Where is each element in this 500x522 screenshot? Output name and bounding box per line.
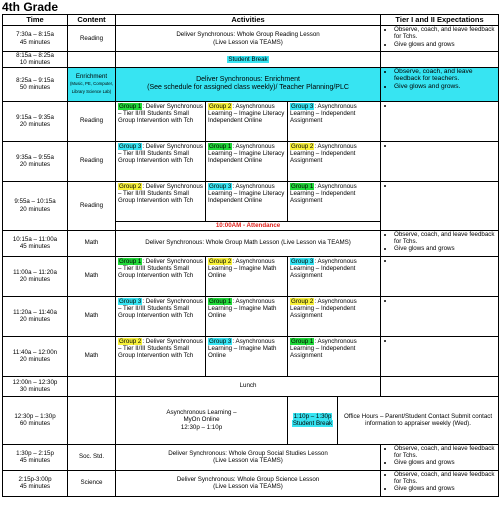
content-cell: Math <box>68 296 116 336</box>
activity-cell: Deliver Synchronous: Whole Group Math Lesson (Live Lesson via TEAMS) <box>116 230 381 256</box>
time-cell: 9:55a – 10:15a 20 minutes <box>3 181 68 230</box>
table-row <box>3 181 499 221</box>
header-activities: Activities <box>116 15 381 26</box>
group-cell: Group 2: Asynchronous Learning – Imagine Math Online <box>206 256 288 296</box>
content-cell: Math <box>68 230 116 256</box>
content-cell <box>68 396 116 444</box>
table-row <box>3 376 499 396</box>
table-row <box>3 230 499 256</box>
header-row <box>3 15 499 26</box>
attendance-note: 10:00AM - Attendance <box>116 221 381 230</box>
content-cell: Math <box>68 256 116 296</box>
group-cell: Group 2: Deliver Synchronous – Tier II/III Students Small Group Intervention with Tch <box>116 181 206 221</box>
time-cell: 10:15a – 11:00a 45 minutes <box>3 230 68 256</box>
content-cell: Reading <box>68 181 116 230</box>
header-expectations: Tier I and II Expectations <box>381 15 499 26</box>
group-cell: Group 1: Deliver Synchronous – Tier II/III Students Small Group Intervention with Tch <box>116 256 206 296</box>
group-cell: Group 1: Asynchronous Learning – Imagine Literacy Independent Online <box>206 141 288 181</box>
async-myon-cell: Asynchronous Learning – MyOn Online 12:30p – 1:10p <box>116 396 288 444</box>
content-cell: Reading <box>68 141 116 181</box>
header-time: Time <box>3 15 68 26</box>
expectations-cell: • Observe, coach, and leave feedback for teachers. • Give glows and grows. <box>381 67 499 101</box>
expectations-cell: • Observe, coach, and leave feedback for Tchs. • Give glows and grows <box>381 470 499 496</box>
page-title: 4th Grade <box>2 0 59 14</box>
group-cell: Group 1: Asynchronous Learning – Independent Assignment <box>288 181 381 221</box>
time-cell: 11:20a – 11:40a 20 minutes <box>3 296 68 336</box>
group-cell: Group 2: Deliver Synchronous – Tier II/III Students Small Group Intervention with Tch <box>116 336 206 376</box>
content-cell <box>68 52 116 68</box>
activity-cell: Deliver Synchronous: Whole Group Science Lesson (Live Lesson via TEAMS) <box>116 470 381 496</box>
group-cell: Group 3: Asynchronous Learning – Imagine Math Online <box>206 336 288 376</box>
activity-cell: Deliver Synchronous: Whole Group Reading Lesson (Live Lesson via TEAMS) <box>116 26 381 52</box>
table-row <box>3 67 499 101</box>
group-cell: Group 3: Asynchronous Learning – Independent Assignment <box>288 256 381 296</box>
expectations-cell <box>381 181 499 230</box>
content-cell: Reading <box>68 26 116 52</box>
table-row <box>3 141 499 181</box>
time-cell: 12:30p – 1:30p 60 minutes <box>3 396 68 444</box>
table-row <box>3 256 499 296</box>
time-cell: 11:00a – 11:20a 20 minutes <box>3 256 68 296</box>
expectations-cell <box>381 296 499 336</box>
content-cell: Reading <box>68 101 116 141</box>
schedule-table <box>2 14 499 497</box>
table-row <box>3 336 499 376</box>
expectations-cell <box>381 141 499 181</box>
table-row <box>3 396 499 444</box>
expectations-cell <box>381 256 499 296</box>
time-cell: 9:15a – 9:35a 20 minutes <box>3 101 68 141</box>
time-cell: 2:15p-3:00p 45 minutes <box>3 470 68 496</box>
group-cell: Group 3: Deliver Synchronous – Tier II/III Students Small Group Intervention with Tch <box>116 296 206 336</box>
group-cell: Group 2: Asynchronous Learning – Imagine Literacy Independent Online <box>206 101 288 141</box>
header-content: Content <box>68 15 116 26</box>
content-cell: Math <box>68 336 116 376</box>
table-row <box>3 296 499 336</box>
table-row <box>3 444 499 470</box>
group-cell: Group 1: Deliver Synchronous – Tier II/III Students Small Group Intervention with Tch <box>116 101 206 141</box>
group-cell: Group 1: Asynchronous Learning – Imagine Math Online <box>206 296 288 336</box>
content-cell: Enrichment (Music, PE, Computer, Library Science Lab) <box>68 67 116 101</box>
time-cell: 1:30p – 2:15p 45 minutes <box>3 444 68 470</box>
group-cell: Group 3: Asynchronous Learning – Independent Assignment <box>288 101 381 141</box>
student-break-cell: 1:10p – 1:30p Student Break <box>288 396 338 444</box>
group-cell: Group 2: Asynchronous Learning – Independent Assignment <box>288 296 381 336</box>
content-cell: Soc. Std. <box>68 444 116 470</box>
activity-cell: Deliver Synchronous: Whole Group Social Studies Lesson (Live Lesson via TEAMS) <box>116 444 381 470</box>
group-cell: Group 3: Asynchronous Learning – Imagine Literacy Independent Online <box>206 181 288 221</box>
table-row <box>3 101 499 141</box>
time-cell: 7:30a – 8:15a 45 minutes <box>3 26 68 52</box>
content-cell: Science <box>68 470 116 496</box>
group-cell: Group 3: Deliver Synchronous – Tier II/III Students Small Group Intervention with Tch <box>116 141 206 181</box>
expectations-cell <box>381 52 499 68</box>
time-cell: 11:40a – 12:00n 20 minutes <box>3 336 68 376</box>
expectations-cell <box>381 101 499 141</box>
expectations-cell: • Observe, coach, and leave feedback for Tchs. • Give glows and grows <box>381 26 499 52</box>
time-cell: 8:25a – 9:15a 50 minutes <box>3 67 68 101</box>
activity-cell: Deliver Synchronous: Enrichment (See schedule for assigned class weekly)/ Teacher Planning/PLC <box>116 67 381 101</box>
table-row <box>3 52 499 68</box>
time-cell: 9:35a – 9:55a 20 minutes <box>3 141 68 181</box>
table-row <box>3 26 499 52</box>
expectations-cell: • Observe, coach, and leave feedback for Tchs. • Give glows and grows <box>381 230 499 256</box>
time-cell: 8:15a – 8:25a 10 minutes <box>3 52 68 68</box>
group-cell: Group 2: Asynchronous Learning – Independent Assignment <box>288 141 381 181</box>
table-row <box>3 470 499 496</box>
expectations-cell <box>381 376 499 396</box>
expectations-cell: • Observe, coach, and leave feedback for Tchs. • Give glows and grows <box>381 444 499 470</box>
group-cell: Group 1: Asynchronous Learning – Independent Assignment <box>288 336 381 376</box>
student-break-label: Student Break <box>228 55 268 63</box>
office-hours-cell: Office Hours – Parent/Student Contact Submit contact information to appraiser weekly (Wed). <box>338 396 499 444</box>
expectations-cell <box>381 336 499 376</box>
time-cell: 12:00n – 12:30p 30 minutes <box>3 376 68 396</box>
activity-cell: Lunch <box>116 376 381 396</box>
activity-cell <box>116 52 381 68</box>
content-cell <box>68 376 116 396</box>
